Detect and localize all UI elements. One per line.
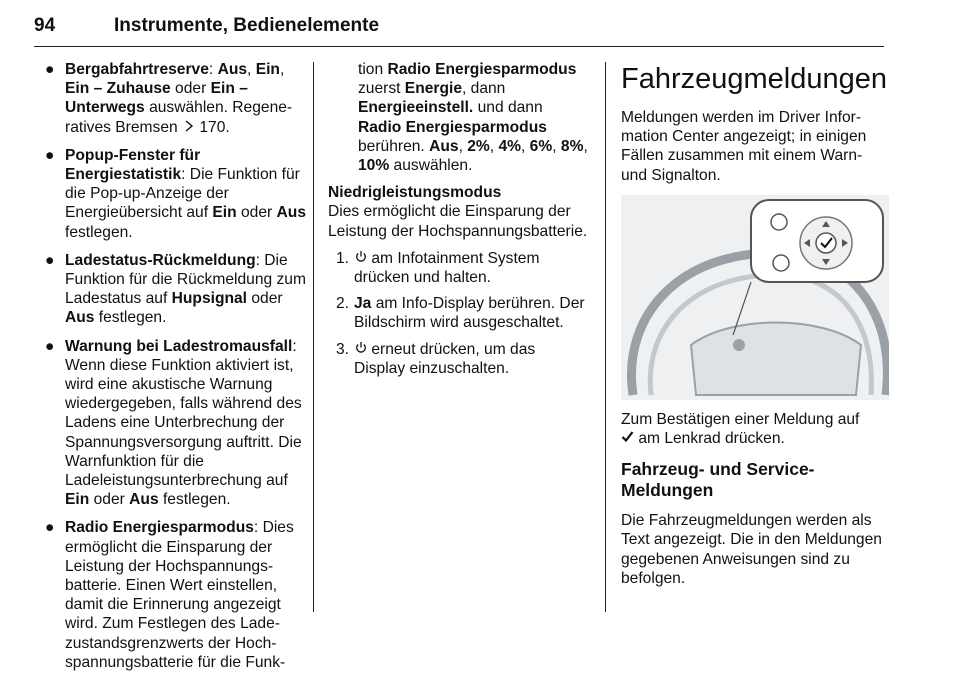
reference-arrow-icon [182, 118, 195, 137]
list-item: ● Radio Energiesparmodus: Dies ermöglicht die Einsparung der Leistung der Hochspannungsbatterie. Einen Wert einstellen, damit die Erinnerung angezeigt wird. Zum Festlegen des Ladezustandsgrenzwerts der Hochspannungsbatterie für die Funk- [45, 519, 294, 671]
list-item-continuation: tion Radio Energiesparmodus zuerst Energie, dann Energieeinstell. und dann Radio Energiesparmodus berühren. Aus, 2%, 4%, 6%, 8%, 10% auswählen. [358, 61, 588, 175]
list-item: 1. am Infotainment System drücken und halten. [336, 249, 540, 287]
checkmark-icon [621, 429, 634, 448]
list-item: ● Bergabfahrtreserve: Aus, Ein, Ein – Zuhause oder Ein – Unterwegs auswählen. Regeneratives Bremsen 170. [45, 61, 293, 136]
list-item: ● Popup-Fenster für Energiestatistik: Die Funktion für die Pop-up-Anzeige der Energieübersicht auf Ein oder Aus festlegen. [45, 146, 306, 241]
subsection-heading: Fahrzeug- und Service-Meldungen [621, 459, 815, 501]
page-title: Instrumente, Bedienelemente [114, 15, 380, 36]
paragraph: Die Fahrzeugmeldungen werden als Text angezeigt. Die in den Meldungen gegebenen Anweisungen sind zu befolgen. [621, 512, 882, 587]
list-item: 2. Ja am Info-Display berühren. Der Bildschirm wird ausgeschaltet. [336, 295, 585, 332]
power-icon [354, 340, 367, 359]
steering-wheel-figure [621, 195, 889, 400]
page-header [34, 6, 884, 47]
paragraph: Dies ermöglicht die Einsparung der Leistung der Hochspannungsbatterie. [328, 203, 588, 240]
column-right [621, 60, 889, 588]
paragraph: Meldungen werden im Driver Information Center angezeigt; in einigen Fällen zusammen mit einem Warn- und Signalton. [621, 109, 867, 184]
list-item: ● Warnung bei Ladestromausfall: Wenn diese Funktion aktiviert ist, wird eine akustische Warnung wiedergegeben, falls während des Ladens eine Unterbrechung der Spannungsversorgung auftritt. Die Warnfunktion für die Ladeleistungsunterbrechung auf Ein oder Aus festlegen. [45, 337, 302, 509]
section-title: Fahrzeugmeldungen [621, 63, 888, 95]
column-divider [313, 62, 314, 612]
column-left [46, 60, 306, 681]
column-divider [605, 62, 606, 612]
list-item: 3. erneut drücken, um das Display einzuschalten. [336, 340, 536, 377]
power-icon [354, 249, 367, 268]
page-number: 94 [34, 15, 56, 36]
column-middle [328, 60, 590, 385]
section-heading: Niedrigleistungsmodus [328, 184, 502, 202]
paragraph: Zum Bestätigen einer Meldung auf am Lenkrad drücken. [621, 410, 860, 448]
list-item: ● Ladestatus-Rückmeldung: Die Funktion für die Rückmeldung zum Ladestatus auf Hupsignal oder Aus festlegen. [45, 251, 306, 327]
